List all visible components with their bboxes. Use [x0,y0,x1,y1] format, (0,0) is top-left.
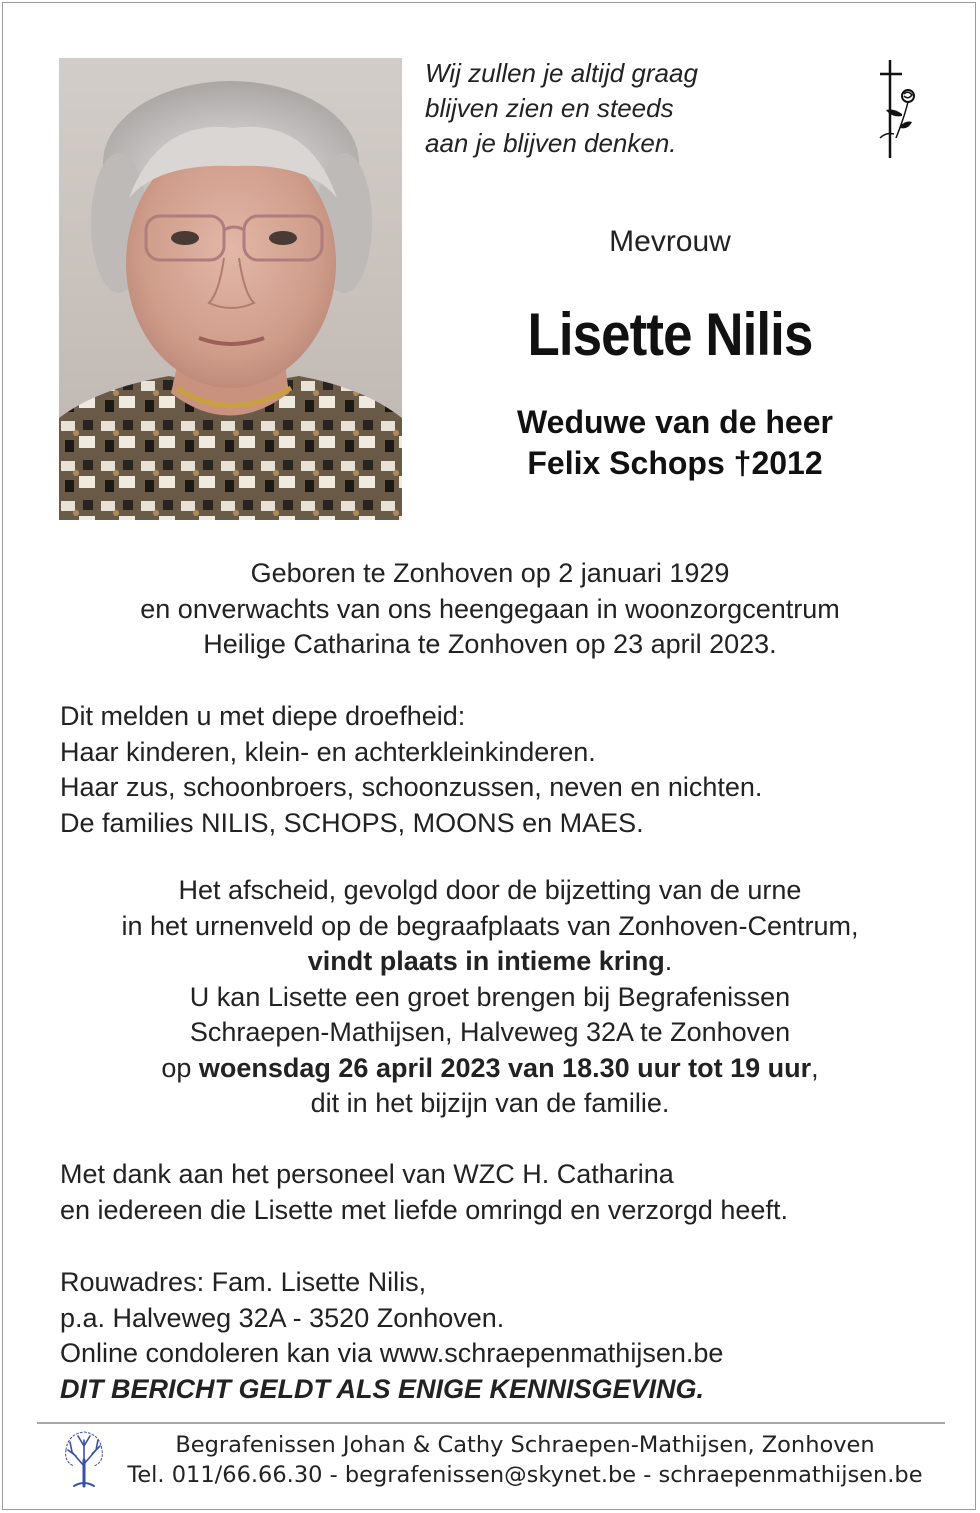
footer-divider [37,1422,945,1424]
thanks-block [60,1157,960,1228]
thanks-line: en iedereen die Lisette met liefde omringd en verzorgd heeft. [60,1194,788,1225]
ceremony-punct: . [664,946,673,976]
mourners-block [60,699,960,841]
ceremony-line: Schraepen-Mathijsen, Halveweg 32A te Zonhoven [189,1017,791,1047]
death-line: en onverwachts van ons heengegaan in woonzorgcentrum [140,593,840,624]
death-line: Heilige Catharina te Zonhoven op 23 april 2023. [203,629,777,659]
ceremony-line [40,1051,940,1087]
cross-rose-icon [874,58,922,160]
mourners-line: Haar zus, schoonbroers, schoonzussen, neven en nichten. [60,772,763,802]
honorific: Mevrouw [609,225,731,258]
portrait-photo [59,58,402,520]
ceremony-line: Het afscheid, gevolgd door de bijzetting van de urne [178,875,802,905]
mourners-line: Dit melden u met diepe droefheid: [60,701,466,731]
mourners-line: De families NILIS, SCHOPS, MOONS en MAES. [60,807,644,838]
widow-line: Felix Schops †2012 [527,445,823,481]
funeral-home-footer [100,1430,950,1490]
memorial-quote [425,56,698,161]
address-line: Rouwadres: Fam. Lisette Nilis, [60,1267,427,1297]
condolence-line: Online condoleren kan via www.schraepenmathijsen.be [60,1338,724,1368]
widow-of [440,402,910,484]
quote-line: Wij zullen je altijd graag [425,58,698,88]
widow-line: Weduwe van de heer [517,404,833,440]
footer-contact: Tel. 011/66.66.30 - begrafenissen@skynet.be - schraepenmathijsen.be [127,1462,923,1488]
ceremony-block [40,873,940,1122]
ceremony-line: in het urnenveld op de begraafplaats van Zonhoven-Centrum, [121,910,859,941]
thanks-line: Met dank aan het personeel van WZC H. Catharina [60,1159,674,1189]
visitation-datetime: woensdag 26 april 2023 van 18.30 uur tot 19 uur [198,1052,812,1083]
deceased-name: Lisette Nilis [527,301,813,368]
quote-line: aan je blijven denken. [425,128,677,158]
quote-line: blijven zien en steeds [425,93,674,123]
footer-company: Begrafenissen Johan & Cathy Schraepen-Mathijsen, Zonhoven [175,1432,875,1458]
ceremony-line [40,944,940,980]
official-notice: DIT BERICHT GELDT ALS ENIGE KENNISGEVING. [60,1373,705,1404]
ceremony-prefix: op [161,1052,199,1083]
address-line: p.a. Halveweg 32A - 3520 Zonhoven. [60,1302,505,1333]
portrait-illustration [59,58,402,520]
ceremony-punct: , [811,1052,819,1083]
ceremony-line: dit in het bijzijn van de familie. [310,1088,670,1118]
address-block [60,1265,960,1407]
mourners-line: Haar kinderen, klein- en achterkleinkinderen. [60,736,596,767]
ceremony-line: U kan Lisette een groet brengen bij Begrafenissen [189,981,791,1012]
birth-death-block [40,556,940,663]
birth-line: Geboren te Zonhoven op 2 januari 1929 [250,558,730,588]
ceremony-emphasis: vindt plaats in intieme kring [307,946,665,976]
